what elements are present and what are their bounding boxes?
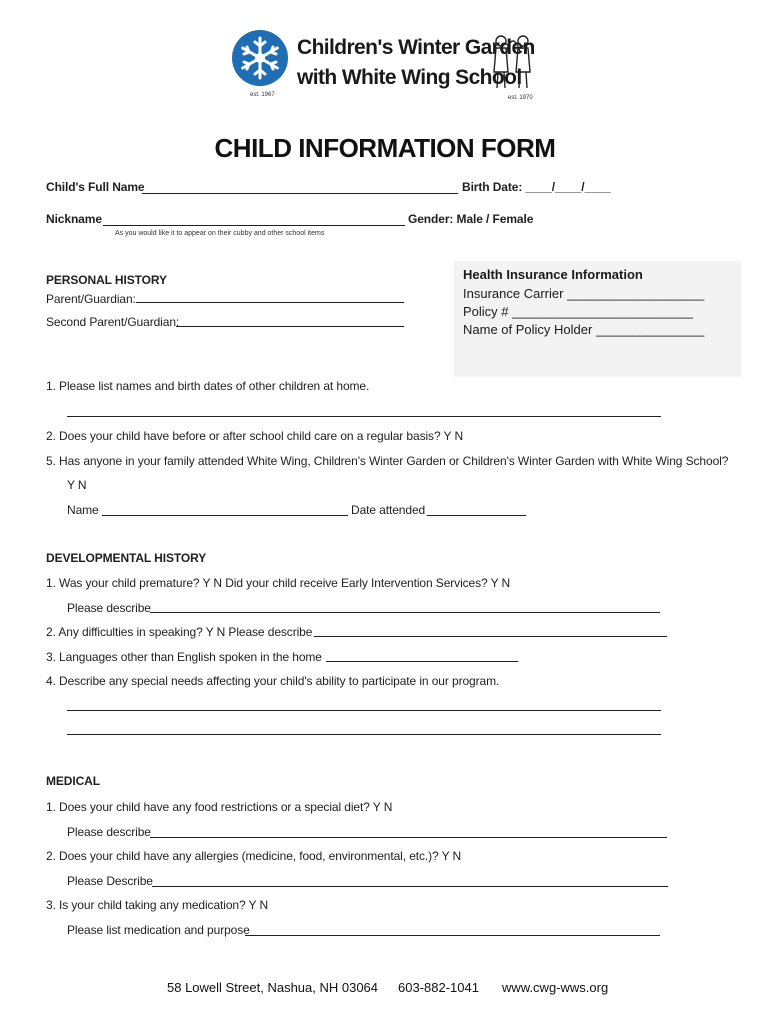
other-children-field[interactable] bbox=[67, 416, 661, 417]
parent-guardian-field[interactable] bbox=[136, 302, 404, 303]
policy-holder-field[interactable]: Name of Policy Holder _______________ bbox=[463, 322, 705, 337]
footer-address: 58 Lowell Street, Nashua, NH 03064 bbox=[167, 980, 379, 995]
question-medication: 3. Is your child taking any medication? Y N bbox=[46, 898, 269, 912]
footer-phone: 603-882-1041 bbox=[398, 980, 479, 995]
premature-describe-label: Please describe bbox=[67, 601, 151, 615]
est-right-label: est. 1970 bbox=[508, 95, 533, 101]
attendee-name-label: Name bbox=[67, 503, 99, 517]
developmental-history-heading: DEVELOPMENTAL HISTORY bbox=[46, 551, 207, 565]
question-speaking: 2. Any difficulties in speaking? Y N Please describe bbox=[46, 625, 313, 639]
insurance-carrier-field[interactable]: Insurance Carrier ___________________ bbox=[463, 286, 705, 301]
question-before-after-care: 2. Does your child have before or after school child care on a regular basis? Y N bbox=[46, 429, 464, 443]
speaking-describe-field[interactable] bbox=[314, 636, 667, 637]
logo-title-line2: with White Wing School bbox=[297, 66, 522, 89]
question-allergies: 2. Does your child have any allergies (medicine, food, environmental, etc.)? Y N bbox=[46, 849, 462, 863]
child-full-name-label: Child's Full Name bbox=[46, 180, 145, 194]
health-insurance-box bbox=[454, 261, 741, 377]
second-parent-guardian-field[interactable] bbox=[176, 326, 404, 327]
child-full-name-field[interactable] bbox=[142, 193, 458, 194]
languages-field[interactable] bbox=[326, 661, 518, 662]
children-figures-logo-icon bbox=[487, 28, 537, 99]
question-food-restrictions: 1. Does your child have any food restrictions or a special diet? Y N bbox=[46, 800, 393, 814]
health-insurance-heading: Health Insurance Information bbox=[463, 267, 643, 282]
second-parent-guardian-label: Second Parent/Guardian: bbox=[46, 315, 180, 329]
allergies-describe-label: Please Describe bbox=[67, 874, 153, 888]
logo-title-line1: Children's Winter Garden bbox=[297, 36, 535, 59]
question-premature: 1. Was your child premature? Y N Did your child receive Early Intervention Services? Y N bbox=[46, 576, 511, 590]
special-needs-field-1[interactable] bbox=[67, 710, 661, 711]
question-languages: 3. Languages other than English spoken in the home bbox=[46, 650, 322, 664]
food-describe-label: Please describe bbox=[67, 825, 151, 839]
allergies-describe-field[interactable] bbox=[152, 886, 668, 887]
medication-describe-label: Please list medication and purpose bbox=[67, 923, 250, 937]
form-title: CHILD INFORMATION FORM bbox=[214, 133, 556, 163]
attendee-name-field[interactable] bbox=[102, 515, 348, 516]
question-family-attended: 5. Has anyone in your family attended White Wing, Children's Winter Garden or Children's Winter Garden with White Wing School? bbox=[46, 454, 729, 468]
gender-field[interactable]: Gender: Male / Female bbox=[408, 212, 534, 226]
snowflake-logo-icon bbox=[232, 30, 288, 86]
food-describe-field[interactable] bbox=[150, 837, 667, 838]
family-attended-yn[interactable]: Y N bbox=[67, 478, 87, 492]
date-attended-label: Date attended bbox=[351, 503, 426, 517]
question-other-children: 1. Please list names and birth dates of other children at home. bbox=[46, 379, 370, 393]
birth-date-field[interactable]: Birth Date: ____/____/____ bbox=[462, 180, 611, 194]
personal-history-heading: PERSONAL HISTORY bbox=[46, 273, 167, 287]
nickname-label: Nickname bbox=[46, 212, 102, 226]
nickname-field[interactable] bbox=[103, 225, 405, 226]
special-needs-field-2[interactable] bbox=[67, 734, 661, 735]
policy-number-field[interactable]: Policy # _________________________ bbox=[463, 304, 693, 319]
parent-guardian-label: Parent/Guardian: bbox=[46, 292, 136, 306]
date-attended-field[interactable] bbox=[427, 515, 526, 516]
question-special-needs: 4. Describe any special needs affecting your child's ability to participate in our program. bbox=[46, 674, 500, 688]
footer-website[interactable]: www.cwg-wws.org bbox=[502, 980, 609, 995]
est-left-label: est. 1967 bbox=[250, 92, 275, 98]
medical-heading: MEDICAL bbox=[46, 774, 100, 788]
nickname-hint: As you would like it to appear on their cubby and other school items bbox=[115, 230, 325, 237]
medication-describe-field[interactable] bbox=[245, 935, 660, 936]
premature-describe-field[interactable] bbox=[150, 612, 660, 613]
